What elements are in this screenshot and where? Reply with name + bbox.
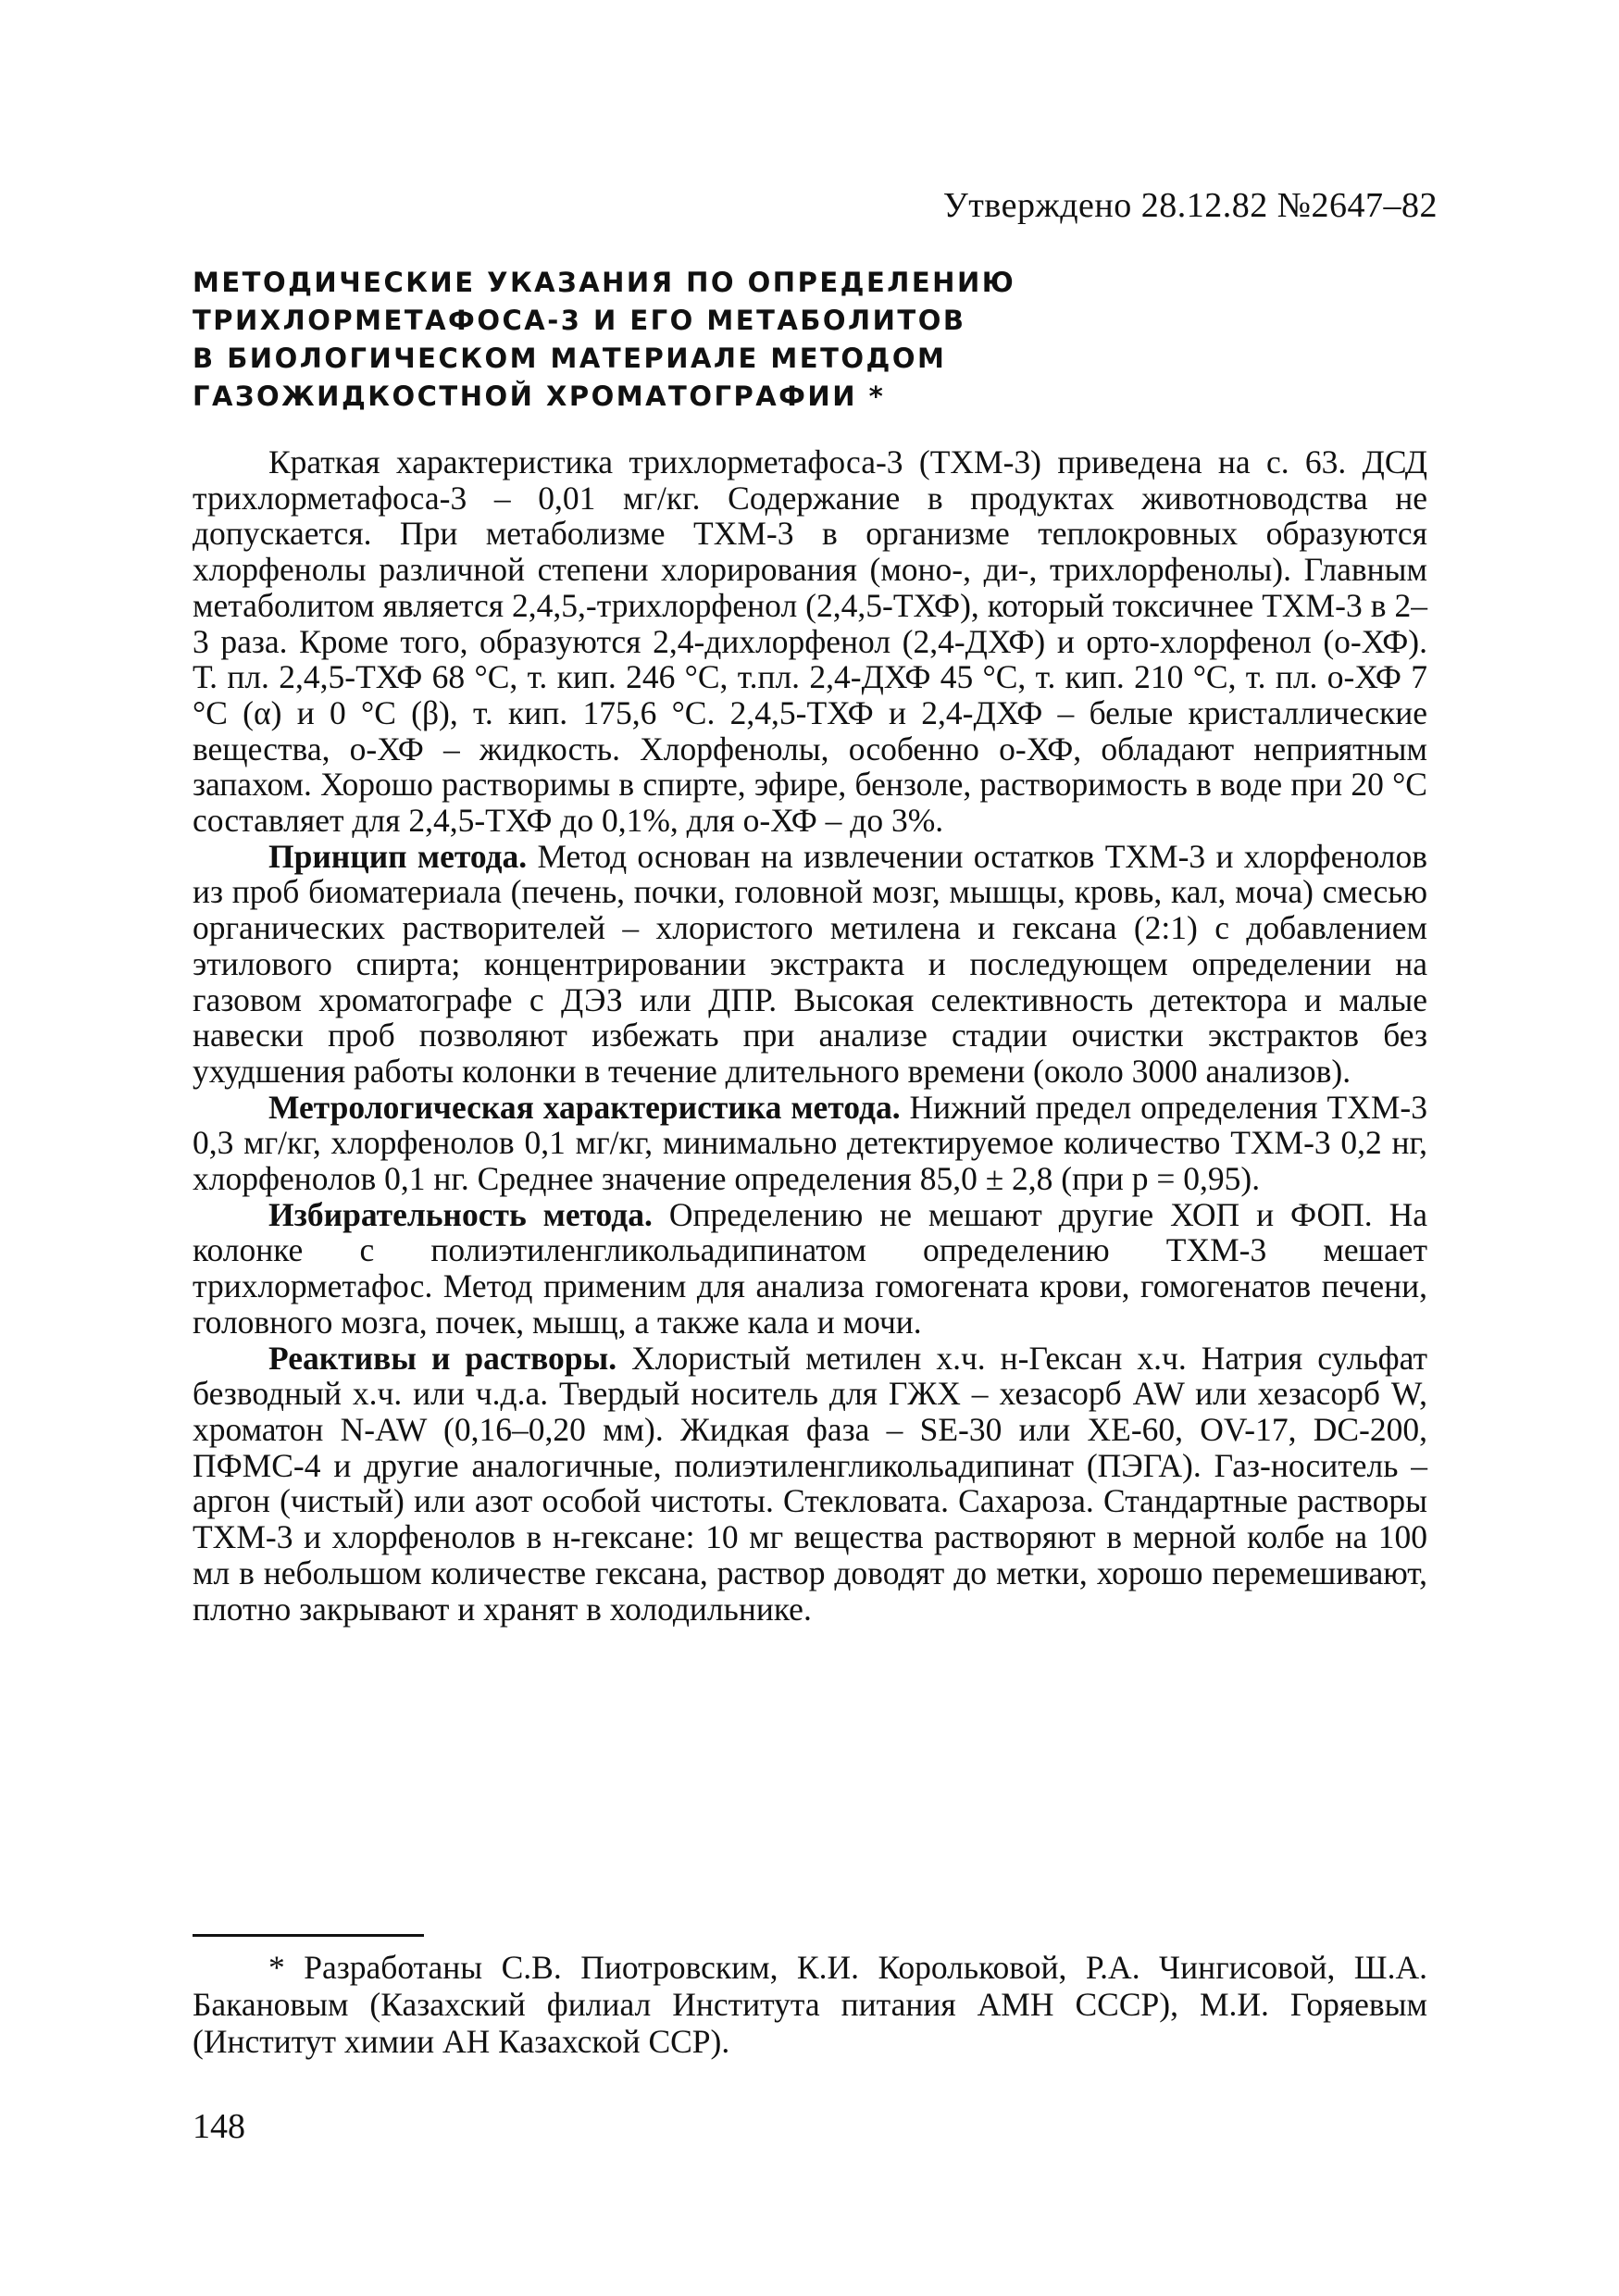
title-line: МЕТОДИЧЕСКИЕ УКАЗАНИЯ ПО ОПРЕДЕЛЕНИЮ: [193, 267, 1016, 298]
title-line: В БИОЛОГИЧЕСКОМ МАТЕРИАЛЕ МЕТОДОМ: [193, 343, 947, 374]
section-heading: Реактивы и растворы.: [268, 1339, 617, 1377]
body-text: [193, 444, 1427, 1627]
section-heading: Метрологическая характеристика метода.: [268, 1088, 901, 1126]
section-heading: Принцип метода.: [268, 837, 528, 875]
paragraph-intro: [193, 444, 1427, 839]
title-line: ГАЗОЖИДКОСТНОЙ ХРОМАТОГРАФИИ *: [193, 381, 886, 412]
paragraph-principle: [193, 839, 1427, 1090]
paragraph-reagents: [193, 1341, 1427, 1628]
paragraph-metrology: [193, 1090, 1427, 1197]
section-heading: Избирательность метода.: [268, 1195, 653, 1233]
paragraph-text: Краткая характеристика трихлорметафоса-3 (ТХМ-3) приведена на с. 63. ДСД трихлорметафоса-3 – 0,01 мг/кг. Содержание в продуктах животноводства не допускается. При метаболизме ТХМ-3 в организме теплокровных образуются хлорфенолы различной степени хлорирования (моно-, ди-, трихлорфенолы). Главным метаболитом является 2,4,5,-трихлорфенол (2,4,5-ТХФ), который токсичнее ТХМ-3 в 2–3 раза. Кроме того, образуются 2,4-дихлорфенол (2,4-ДХФ) и орто-хлорфенол (о-ХФ). Т. пл. 2,4,5-ТХФ 68 °С, т. кип. 246 °С, т.пл. 2,4-ДХФ 45 °С, т. кип. 210 °С, т. пл. о-ХФ 7 °С (α) и 0 °С (β), т. кип. 175,6 °С. 2,4,5-ТХФ и 2,4-ДХФ – белые кристаллические вещества, о-ХФ – жидкость. Хлорфенолы, особенно о-ХФ, обладают неприятным запахом. Хорошо растворимы в спирте, эфире, бензоле, растворимость в воде при 20 °С составляет для 2,4,5-ТХФ до 0,1%, для о-ХФ – до 3%.: [193, 443, 1427, 840]
footnote: * Разработаны С.В. Пиотровским, К.И. Корольковой, Р.А. Чингисовой, Ш.А. Бакановым (Казахский филиал Института питания АМН СССР), М.И. Горяевым (Институт химии АН Казахской ССР).: [193, 1949, 1427, 2060]
paragraph-text: Метод основан на извлечении остатков ТХМ-3 и хлорфенолов из проб биоматериала (печень, почки, головной мозг, мышцы, кровь, кал, моча) смесью органических растворителей – хлористого метилена и гексана (2:1) с добавлением этилового спирта; концентрировании экстракта и последующем определении на газовом хроматографе с ДЭЗ или ДПР. Высокая селективность детектора и малые навески проб позволяют избежать при анализе стадии очистки экстрактов без ухудшения работы колонки в течение длительного времени (около 3000 анализов).: [193, 837, 1427, 1090]
title-line: ТРИХЛОРМЕТАФОСА-3 И ЕГО МЕТАБОЛИТОВ: [193, 305, 966, 336]
page-number: 148: [193, 2107, 245, 2146]
paragraph-selectivity: [193, 1197, 1427, 1341]
paragraph-text: Хлористый метилен х.ч. н-Гексан х.ч. Натрия сульфат безводный х.ч. или ч.д.а. Твердый носитель для ГЖХ – хезасорб AW или хезасорб W, хроматон N-AW (0,16–0,20 мм). Жидкая фаза – SE-30 или XE-60, OV-17, DC-200, ПФМС-4 и другие аналогичные, полиэтиленгликольадипинат (ПЭГА). Газ-носитель – аргон (чистый) или азот особой чистоты. Стекловата. Сахароза. Стандартные растворы ТХМ-3 и хлорфенолов в н-гексане: 10 мг вещества растворяют в мерной колбе на 100 мл в небольшом количестве гексана, раствор доводят до метки, хорошо перемешивают, плотно закрывают и хранят в холодильнике.: [193, 1339, 1427, 1628]
document-title: [193, 264, 1118, 416]
footnote-divider: [193, 1934, 424, 1937]
paragraph-text: Определению не мешают другие ХОП и ФОП. На колонке с полиэтиленгликольадипинатом определению ТХМ-3 мешает трихлорметафос. Метод применим для анализа гомогената крови, гомогенатов печени, головного мозга, почек, мышц, а также кала и мочи.: [193, 1195, 1428, 1341]
paragraph-text: Нижний предел определения ТХМ-3 0,3 мг/кг, хлорфенолов 0,1 мг/кг, минимально детектируемое количество ТХМ-3 0,2 нг, хлорфенолов 0,1 нг. Среднее значение определения 85,0 ± 2,8 (при p = 0,95).: [193, 1088, 1427, 1198]
approval-line: Утверждено 28.12.82 №2647–82: [942, 186, 1438, 225]
